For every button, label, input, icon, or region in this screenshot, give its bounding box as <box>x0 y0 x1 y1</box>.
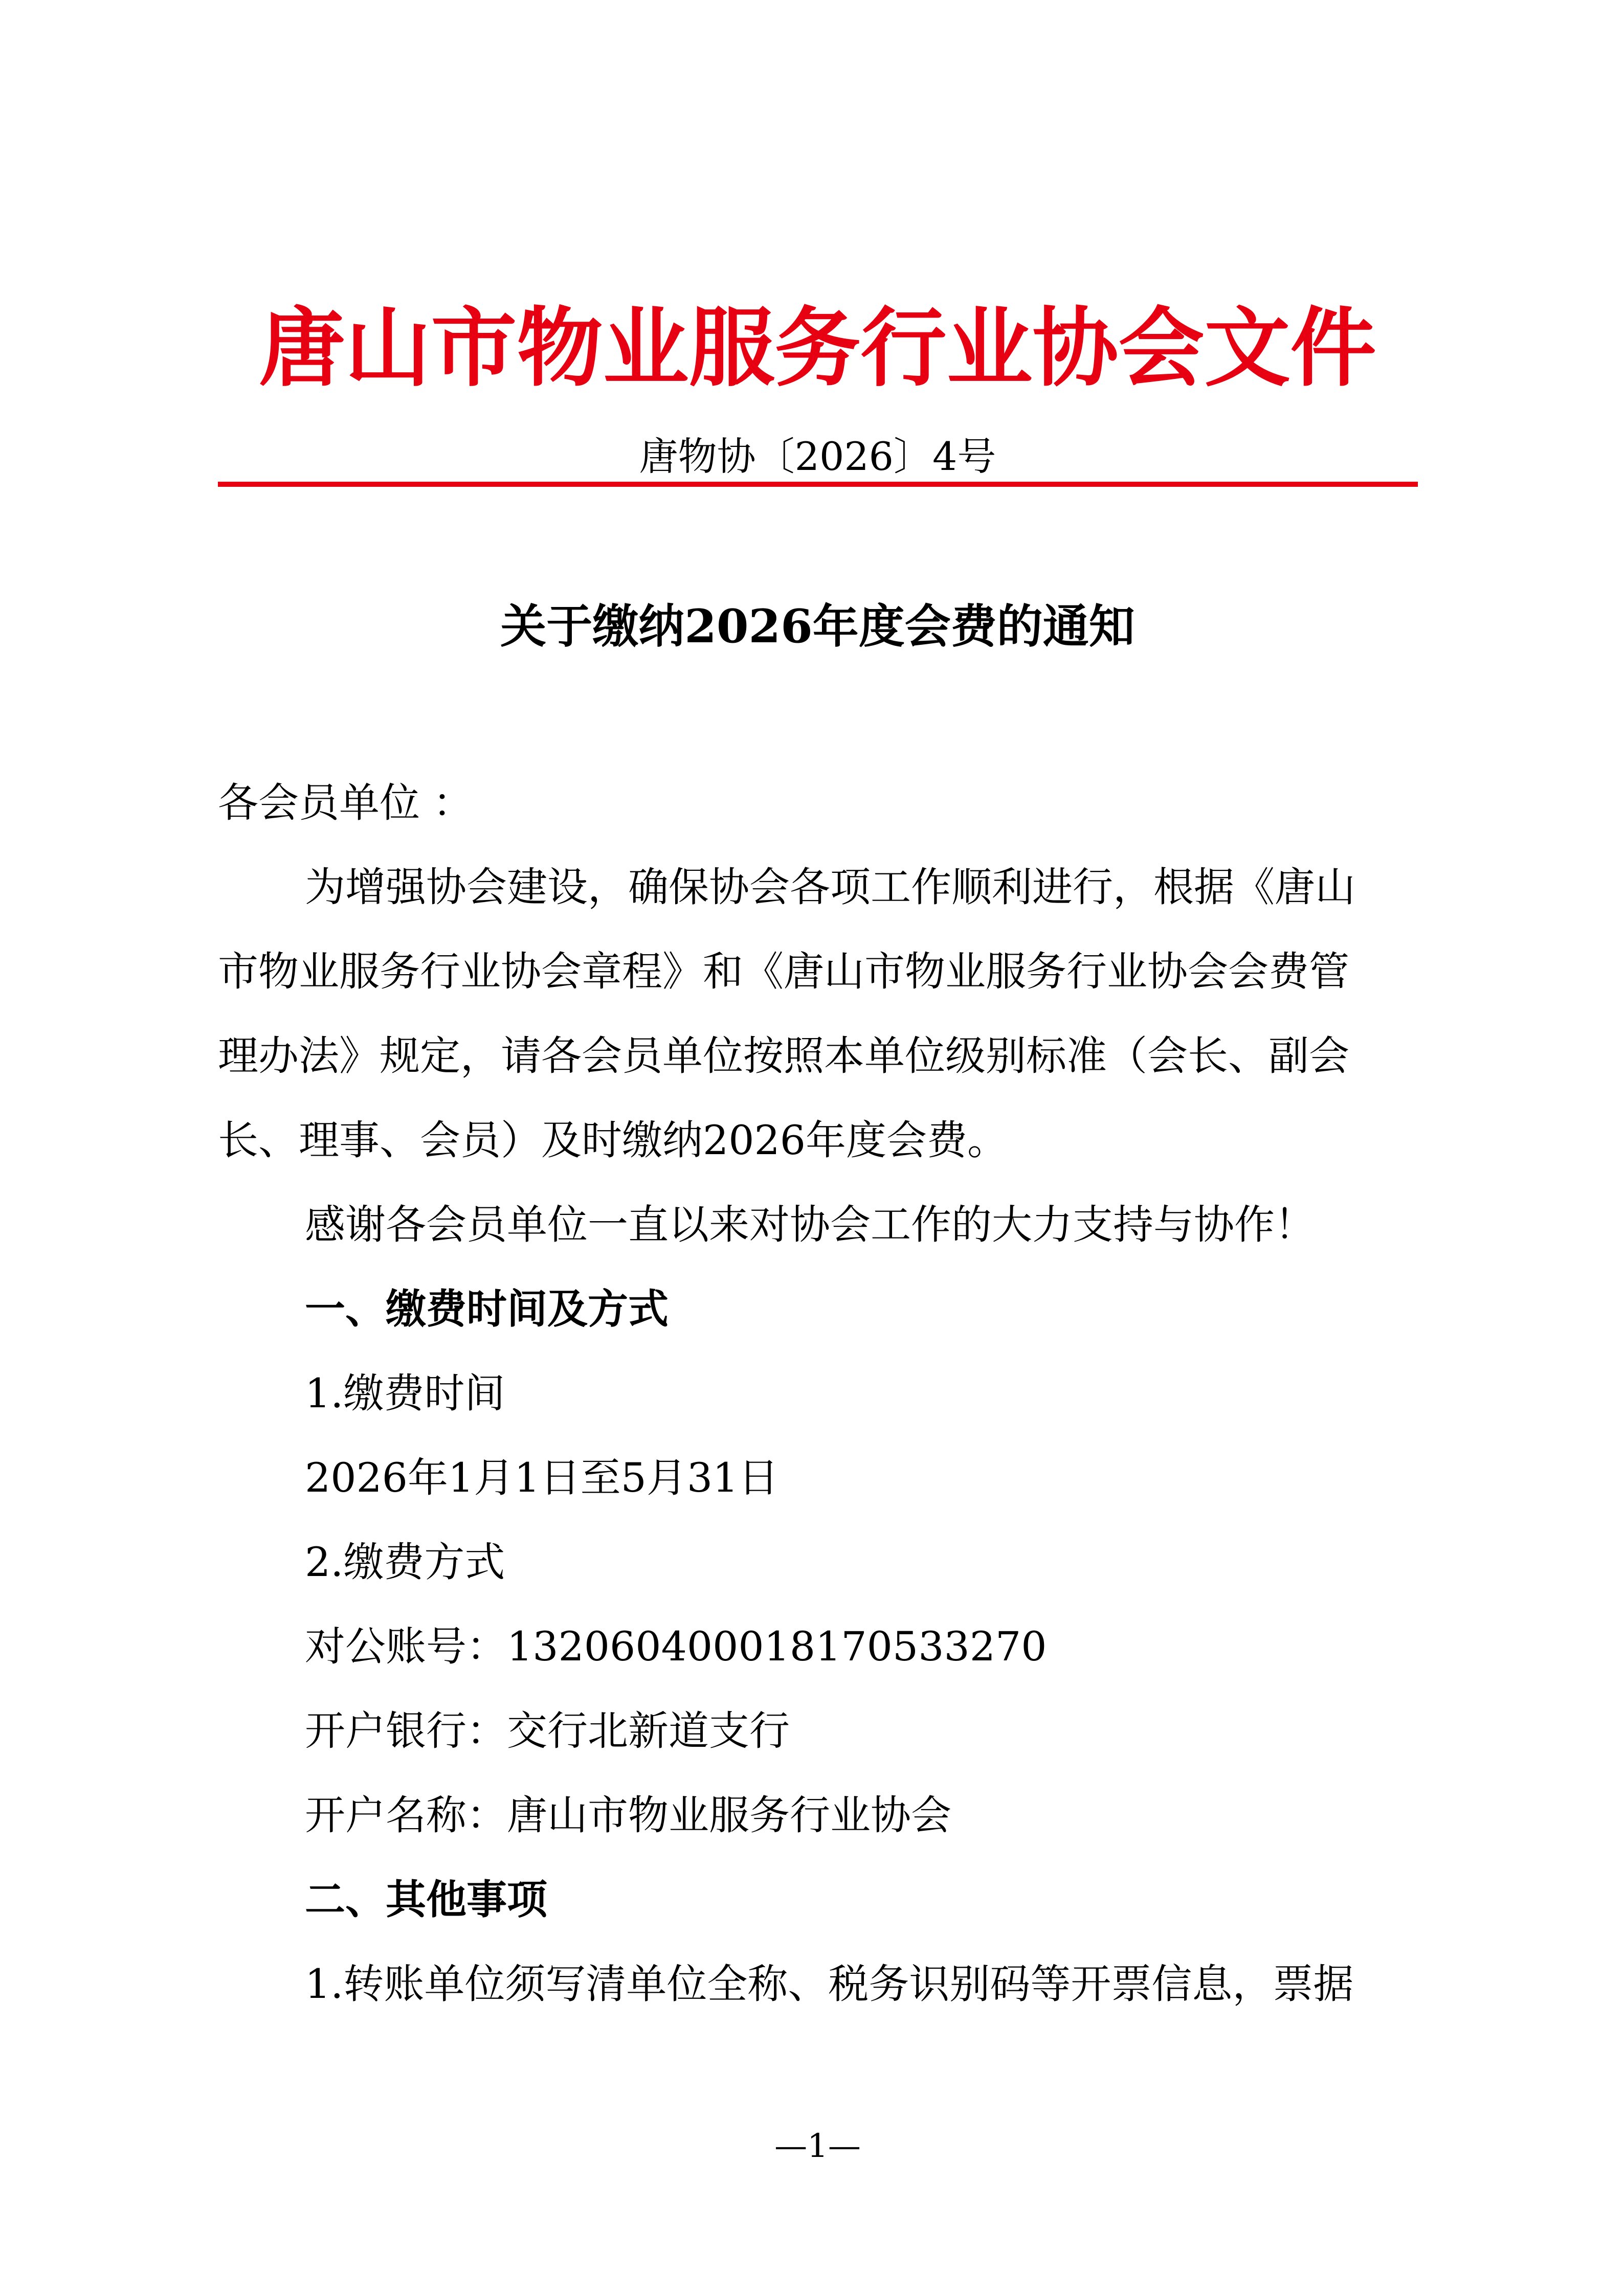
paragraph-line: 长、理事、会员）及时缴纳2026年度会费。 <box>218 1117 1008 1164</box>
account-name: 开户名称：唐山市物业服务行业协会 <box>305 1792 951 1839</box>
red-divider-line <box>218 482 1418 487</box>
payment-time-value: 2026年1月1日至5月31日 <box>305 1454 779 1501</box>
paragraph-line: 理办法》规定，请各会员单位按照本单位级别标准（会长、副会 <box>218 1032 1349 1079</box>
other-item-line: 1.转账单位须写清单位全称、税务识别码等开票信息，票据 <box>305 1961 1354 2008</box>
org-title: 唐山市物业服务行业协会文件 <box>259 297 1376 398</box>
paragraph-line: 市物业服务行业协会章程》和《唐山市物业服务行业协会会费管 <box>218 948 1349 995</box>
bank-name: 开户银行：交行北新道支行 <box>305 1707 790 1754</box>
payment-time-label: 1.缴费时间 <box>305 1370 505 1417</box>
page-number: —1— <box>774 2127 861 2165</box>
doc-number: 唐物协〔2026〕4号 <box>639 434 996 479</box>
notice-title: 关于缴纳2026年度会费的通知 <box>500 599 1135 654</box>
thanks-paragraph: 感谢各会员单位一直以来对协会工作的大力支持与协作！ <box>305 1201 1315 1248</box>
account-number: 对公账号：132060400018170533270 <box>305 1623 1047 1670</box>
section-heading-other: 二、其他事项 <box>305 1876 547 1923</box>
salutation: 各会员单位 ： <box>218 779 474 826</box>
paragraph-line: 为增强协会建设，确保协会各项工作顺利进行，根据《唐山 <box>305 864 1355 911</box>
section-heading-payment: 一、缴费时间及方式 <box>305 1285 669 1333</box>
payment-method-label: 2.缴费方式 <box>305 1539 505 1586</box>
